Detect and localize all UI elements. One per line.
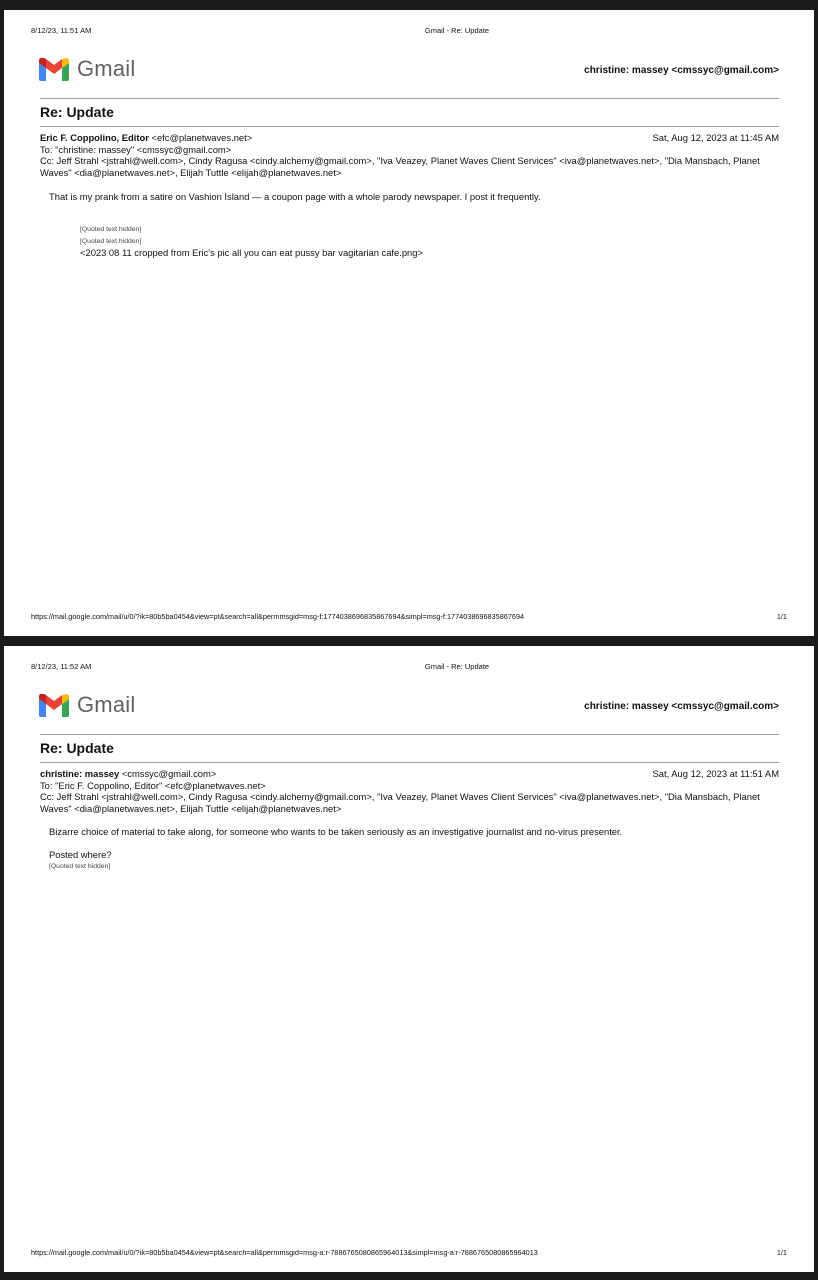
cc-line: Cc: Jeff Strahl <jstrahl@well.com>, Cindy Ragusa <cindy.alchemy@gmail.com>, "Iva Veazey, Planet Waves Client Services" <iva@planetwaves.net>, "Dia Mansbach, Planet Waves" <dia@planetwaves.net>, Elijah Tuttle <elijah@planetwaves.net>	[40, 791, 760, 814]
printed-page-2	[4, 646, 814, 1272]
sender-email: <efc@planetwaves.net>	[151, 132, 253, 143]
print-title: Gmail - Re: Update	[424, 26, 490, 35]
email-subject: Re: Update	[40, 104, 114, 120]
print-date: 8/12/23, 11:51 AM	[31, 26, 92, 35]
sender-email: <cmssyc@gmail.com>	[121, 768, 217, 779]
message-body: Bizarre choice of material to take along, for someone who wants to be taken seriously as an investigative journalist and no-virus presenter.	[49, 826, 623, 837]
message-body: That is my prank from a satire on Vashion Island — a coupon page with a whole parody newspaper. I post it frequently.	[49, 191, 541, 202]
account-name: christine: massey <cmssyc@gmail.com>	[584, 65, 779, 76]
attachment-name: <2023 08 11 cropped from Eric's pic all you can eat pussy bar vagitarian cafe.png>	[80, 247, 423, 258]
gmail-logo	[39, 55, 135, 83]
quoted-text-hidden[interactable]: [Quoted text hidden]	[80, 238, 142, 245]
page-number: 1/1	[776, 1248, 787, 1257]
to-line: To: "Eric F. Coppolino, Editor" <efc@planetwaves.net>	[40, 779, 266, 791]
sent-date: Sat, Aug 12, 2023 at 11:51 AM	[652, 768, 779, 779]
printed-page-1	[4, 10, 814, 636]
sender-name: Eric F. Coppolino, Editor	[40, 132, 149, 143]
gmail-logo	[39, 691, 135, 719]
cc-line: Cc: Jeff Strahl <jstrahl@well.com>, Cindy Ragusa <cindy.alchemy@gmail.com>, "Iva Veazey, Planet Waves Client Services" <iva@planetwaves.net>, "Dia Mansbach, Planet Waves" <dia@planetwaves.net>, Elijah Tuttle <elijah@planetwaves.net>	[40, 155, 760, 178]
quoted-text-hidden[interactable]: [Quoted text hidden]	[80, 226, 142, 233]
quoted-text-hidden[interactable]: [Quoted text hidden]	[49, 863, 111, 870]
gmail-m-logo-icon	[39, 58, 69, 81]
account-name: christine: massey <cmssyc@gmail.com>	[584, 701, 779, 712]
print-url: https://mail.google.com/mail/u/0/?ik=80b5ba0454&view=pt&search=all&permmsgid=msg-f:1774038696835867694&simpl=msg-f:1774038696835867694	[31, 612, 525, 621]
gmail-wordmark: Gmail	[77, 692, 136, 717]
divider	[40, 98, 779, 99]
divider	[40, 734, 779, 735]
gmail-m-logo-icon	[39, 694, 69, 717]
message-body-line-2: Posted where?	[49, 849, 112, 860]
sender-name: christine: massey	[40, 768, 120, 779]
page-number: 1/1	[776, 612, 787, 621]
to-line: To: "christine: massey" <cmssyc@gmail.com>	[40, 143, 232, 155]
divider	[40, 126, 779, 127]
print-url: https://mail.google.com/mail/u/0/?ik=80b5ba0454&view=pt&search=all&permmsgid=msg-a:r-7886765080865964013&simpl=msg-a:r-7886765080865964013	[31, 1248, 538, 1257]
email-subject: Re: Update	[40, 740, 114, 756]
print-title: Gmail - Re: Update	[424, 662, 490, 671]
sent-date: Sat, Aug 12, 2023 at 11:45 AM	[652, 132, 779, 143]
divider	[40, 762, 779, 763]
gmail-wordmark: Gmail	[77, 56, 136, 81]
print-date: 8/12/23, 11:52 AM	[31, 662, 92, 671]
